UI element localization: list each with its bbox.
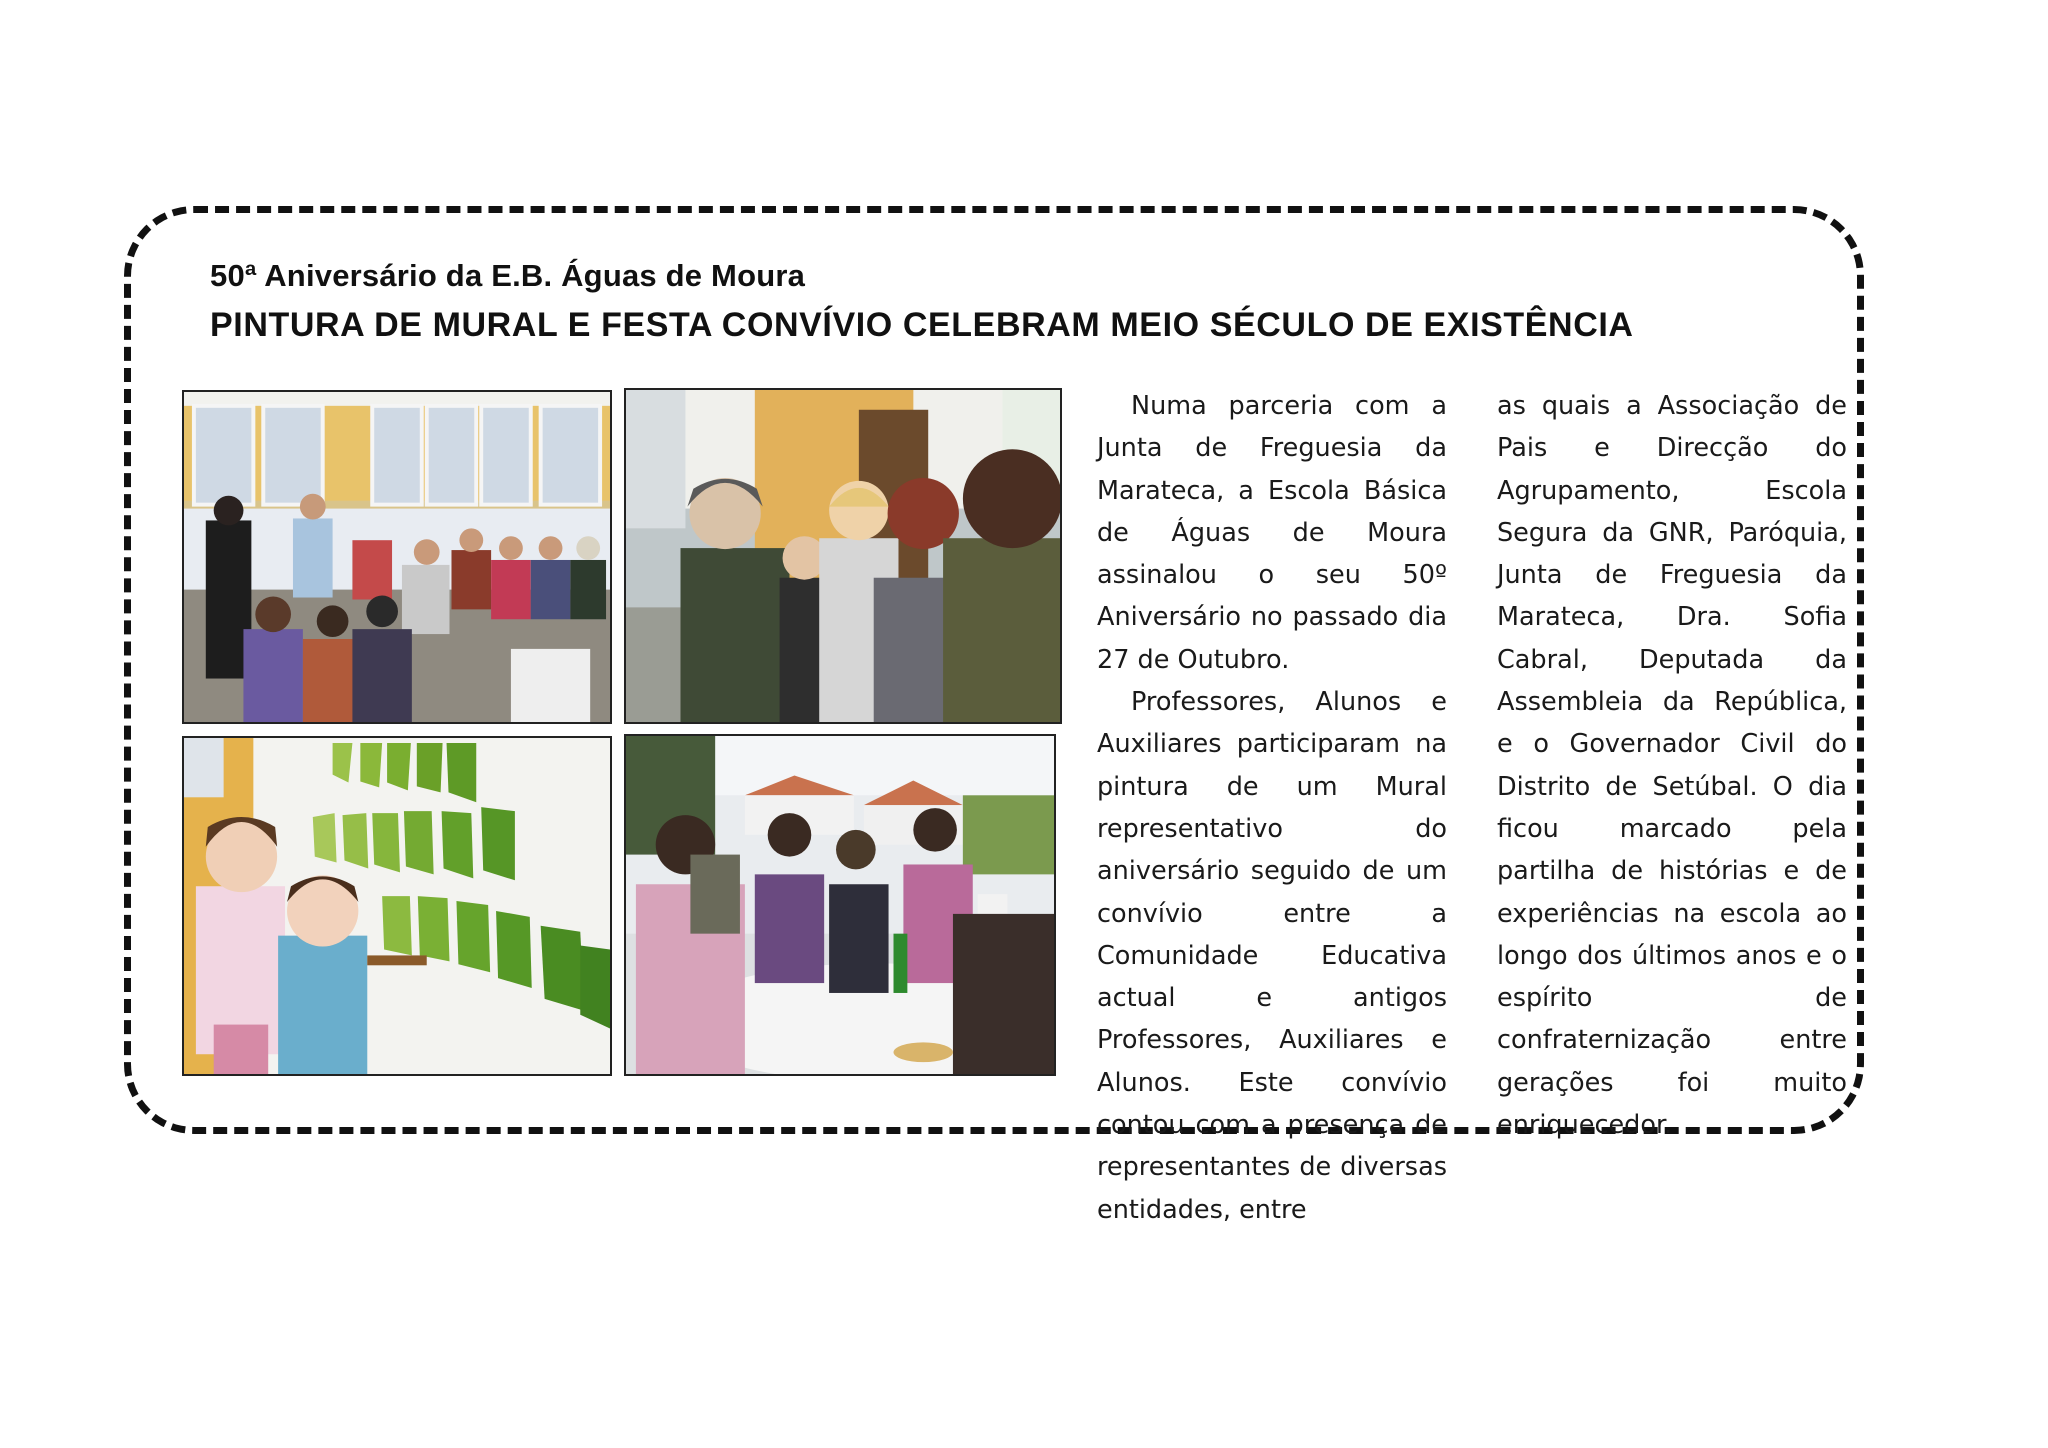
article-column-2 bbox=[1497, 385, 1847, 1146]
party-gathering-photo bbox=[624, 734, 1056, 1076]
guests-greeting-photo bbox=[624, 388, 1062, 724]
article-column-1 bbox=[1097, 385, 1447, 1231]
school-ceremony-photo bbox=[182, 390, 612, 724]
article-title: PINTURA DE MURAL E FESTA CONVÍVIO CELEBRAM MEIO SÉCULO DE EXISTÊNCIA bbox=[210, 306, 1634, 344]
children-painting-mural-photo bbox=[182, 736, 612, 1076]
article-headline: 50ª Aniversário da E.B. Águas de Moura bbox=[210, 258, 806, 293]
article-paragraph: Numa parceria com a Junta de Freguesia da Marateca, a Escola Básica de Águas de Moura assinalou o seu 50º Aniversário no passado dia 27 de Outubro. bbox=[1097, 391, 1447, 675]
article-paragraph: Professores, Alunos e Auxiliares participaram na pintura de um Mural representativo do aniversário seguido de um convívio entre a Comunidade Educativa actual e antigos Professores, Auxiliares e Alunos. Este convívio contou com a presença de representantes de diversas entidades, entre bbox=[1097, 687, 1447, 1225]
article-paragraph: as quais a Associação de Pais e Direcção do Agrupamento, Escola Segura da GNR, Paróquia, Junta de Freguesia da Marateca, Dra. Sofia Cabral, Deputada da Assembleia da República, e o Governador Civil do Distrito de Setúbal. O dia ficou marcado pela partilha de histórias e de experiências na escola ao longo dos últimos anos e o espírito de confraternização entre gerações foi muito enriquecedor. bbox=[1497, 391, 1847, 1141]
